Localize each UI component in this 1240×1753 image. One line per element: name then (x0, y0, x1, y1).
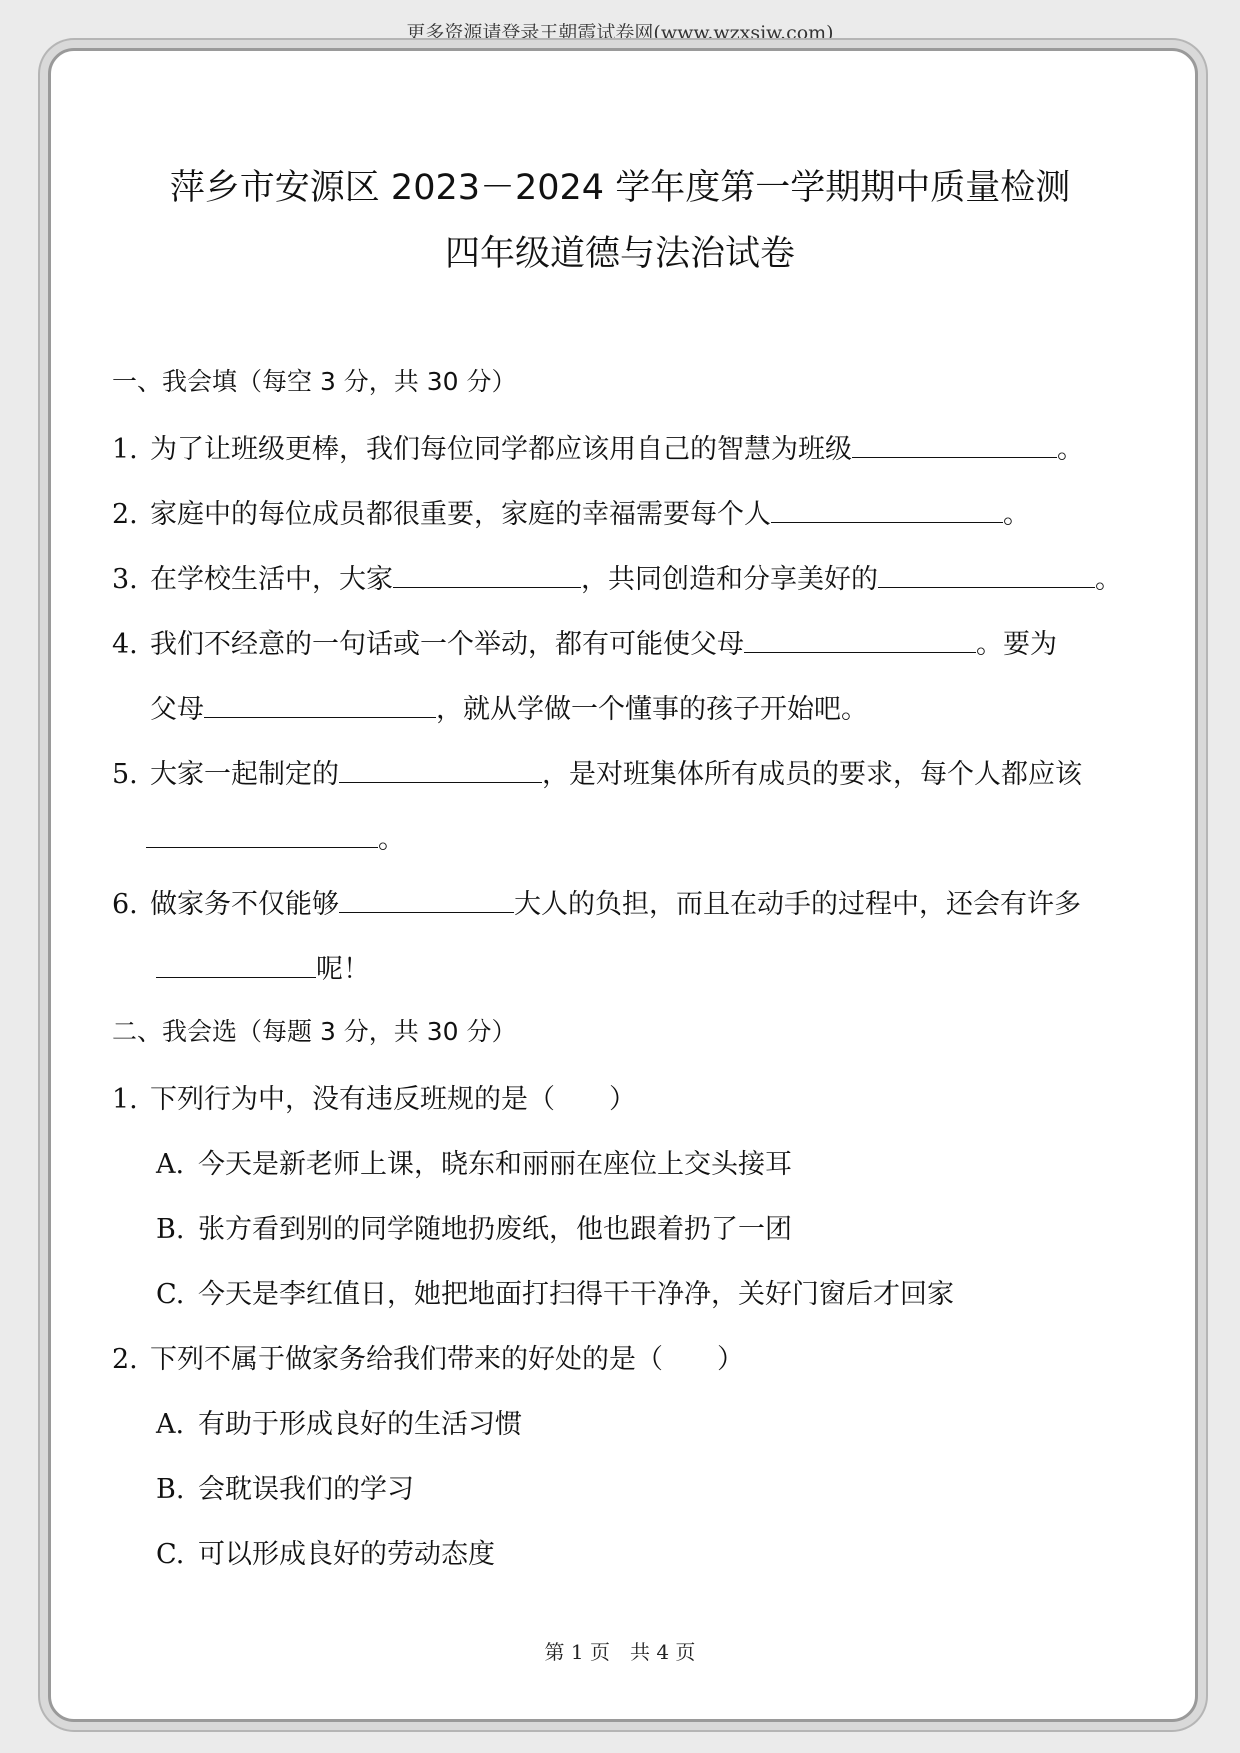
page-footer: 第 1 页 共 4 页 (544, 1640, 696, 1664)
answer-blank[interactable] (852, 431, 1057, 458)
question-number: 1. (112, 434, 138, 465)
question-1-5 (112, 752, 1082, 791)
option-letter: A. (156, 1409, 185, 1440)
answer-blank[interactable] (744, 626, 976, 653)
question-text: 为了让班级更棒，我们每位同学都应该用自己的智慧为班级 (150, 434, 852, 465)
option-letter: B. (156, 1474, 185, 1505)
header-note: 更多资源请登录王朝霞试卷网(www.wzxsjw.com) (406, 22, 834, 44)
option-2-2-c[interactable] (156, 1532, 495, 1571)
question-number: 1. (112, 1084, 138, 1115)
exam-title: 萍乡市安源区 2023－2024 学年度第一学期期中质量检测 (169, 168, 1071, 208)
question-1-5-cont (146, 817, 405, 856)
section-heading-choice: 二、我会选（每题 3 分，共 30 分） (112, 1017, 517, 1046)
answer-blank[interactable] (771, 496, 1003, 523)
option-2-1-c[interactable] (156, 1272, 954, 1311)
question-text: 。 (1095, 564, 1122, 595)
section-heading-fill: 一、我会填（每空 3 分，共 30 分） (112, 367, 517, 396)
answer-blank[interactable] (339, 886, 514, 913)
question-text: 下列行为中，没有违反班规的是（ ） (150, 1084, 636, 1115)
question-text: 大家一起制定的 (150, 759, 339, 790)
question-1-1 (112, 427, 1084, 466)
option-2-2-a[interactable] (156, 1402, 522, 1441)
option-letter: C. (156, 1279, 185, 1310)
question-text: ，共同创造和分享美好的 (581, 564, 878, 595)
question-text: 做家务不仅能够 (150, 889, 339, 920)
question-number: 6. (112, 889, 138, 920)
question-text: 我们不经意的一句话或一个举动，都有可能使父母 (150, 629, 744, 660)
question-text: 在学校生活中，大家 (150, 564, 393, 595)
question-number: 2. (112, 499, 138, 530)
answer-blank[interactable] (393, 561, 581, 588)
exam-subtitle: 四年级道德与法治试卷 (444, 234, 795, 274)
option-text: 可以形成良好的劳动态度 (198, 1539, 495, 1570)
question-text: 。 (1003, 499, 1030, 530)
question-1-6 (112, 882, 1081, 921)
question-text: 大人的负担，而且在动手的过程中，还会有许多 (514, 889, 1081, 920)
question-text: 。 (378, 824, 405, 855)
option-letter: A. (156, 1149, 185, 1180)
question-text: ，是对班集体所有成员的要求，每个人都应该 (542, 759, 1082, 790)
question-text: 。 (1057, 434, 1084, 465)
question-1-4-cont (150, 687, 868, 726)
question-number: 3. (112, 564, 138, 595)
answer-blank[interactable] (156, 951, 316, 978)
question-number: 5. (112, 759, 138, 790)
question-1-2 (112, 492, 1030, 531)
option-text: 会耽误我们的学习 (198, 1474, 414, 1505)
option-letter: C. (156, 1539, 185, 1570)
question-text: 家庭中的每位成员都很重要，家庭的幸福需要每个人 (150, 499, 771, 530)
option-2-1-a[interactable] (156, 1142, 792, 1181)
option-2-1-b[interactable] (156, 1207, 792, 1246)
question-text: 呢！ (316, 954, 370, 985)
question-text: 父母 (150, 694, 204, 725)
option-text: 今天是李红值日，她把地面打扫得干干净净，关好门窗后才回家 (198, 1279, 954, 1310)
question-number: 4. (112, 629, 138, 660)
question-number: 2. (112, 1344, 138, 1375)
question-1-6-cont (156, 947, 370, 986)
question-1-4 (112, 622, 1057, 661)
option-text: 今天是新老师上课，晓东和丽丽在座位上交头接耳 (198, 1149, 792, 1180)
option-text: 有助于形成良好的生活习惯 (198, 1409, 522, 1440)
answer-blank[interactable] (878, 561, 1095, 588)
option-text: 张方看到别的同学随地扔废纸，他也跟着扔了一团 (198, 1214, 792, 1245)
answer-blank[interactable] (146, 821, 378, 848)
question-2-1 (112, 1077, 636, 1116)
question-2-2 (112, 1337, 744, 1376)
question-text: 下列不属于做家务给我们带来的好处的是（ ） (150, 1344, 744, 1375)
question-1-3 (112, 557, 1122, 596)
option-2-2-b[interactable] (156, 1467, 414, 1506)
answer-blank[interactable] (339, 756, 542, 783)
option-letter: B. (156, 1214, 185, 1245)
answer-blank[interactable] (204, 691, 436, 718)
question-text: 。要为 (976, 629, 1057, 660)
question-text: ，就从学做一个懂事的孩子开始吧。 (436, 694, 868, 725)
